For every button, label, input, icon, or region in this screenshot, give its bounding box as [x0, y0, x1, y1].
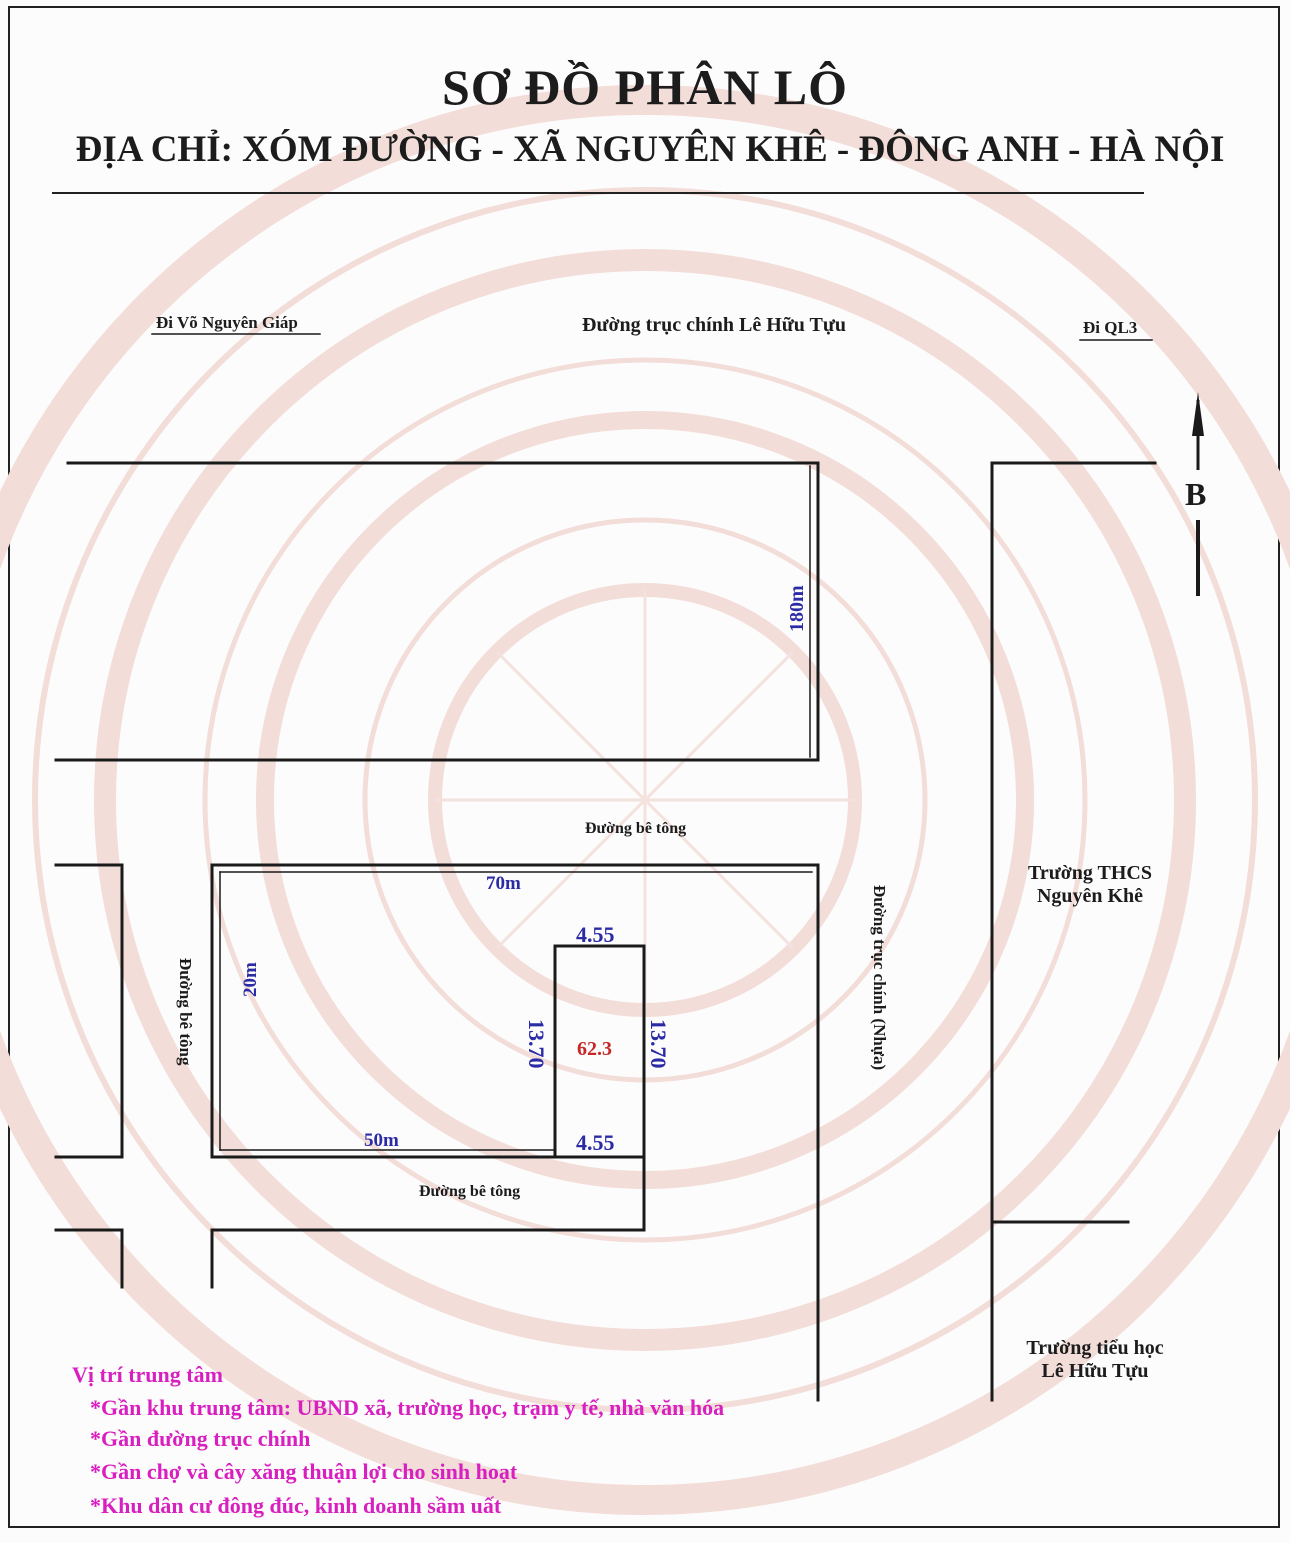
landmark-primary-school	[1010, 1337, 1180, 1383]
page-title: SƠ ĐỒ PHÂN LÔ	[441, 59, 849, 115]
dimension-50m: 50m	[364, 1130, 399, 1151]
header-rule	[52, 192, 1144, 194]
dimension-lot-front-bottom: 4.55	[576, 1130, 615, 1155]
dimension-lot-front-top: 4.55	[576, 922, 615, 947]
school-boundary	[992, 463, 1155, 1400]
lower-road-edge	[212, 1157, 644, 1287]
landmark-primary-line2: Lê Hữu Tựu	[1041, 1360, 1149, 1382]
main-block-left	[212, 865, 555, 1157]
road-label-ql3: Đi QL3	[1083, 318, 1138, 337]
dimension-lot-side-left: 13.70	[524, 1019, 549, 1069]
notes-item: *Khu dân cư đông đúc, kinh doanh sầm uất	[90, 1493, 502, 1518]
notes-heading: Vị trí trung tâm	[72, 1362, 223, 1387]
top-block-outline	[56, 463, 818, 760]
dimension-70m: 70m	[486, 873, 521, 894]
compass-north-label: B	[1185, 476, 1207, 512]
road-label-concrete-left: Đường bê tông	[176, 958, 195, 1066]
left-block-outline	[56, 865, 122, 1157]
dimension-lot-side-right: 13.70	[646, 1019, 671, 1069]
left-lower-block	[56, 1230, 122, 1287]
road-label-main-asphalt: Đường trục chính (Nhựa)	[870, 885, 889, 1071]
notes-item: *Gần khu trung tâm: UBND xã, trường học, trạm y tế, nhà văn hóa	[90, 1395, 725, 1420]
notes-item: *Gần chợ và cây xăng thuận lợi cho sinh hoạt	[90, 1459, 518, 1484]
road-label-concrete-bottom: Đường bê tông	[419, 1183, 521, 1200]
notes-item: *Gần đường trục chính	[90, 1426, 311, 1451]
landmark-thcs	[1010, 862, 1170, 908]
road-label-main: Đường trục chính Lê Hữu Tựu	[582, 314, 846, 336]
landmark-thcs-line2: Nguyên Khê	[1036, 885, 1144, 907]
dimension-20m: 20m	[240, 962, 261, 997]
dimension-180m: 180m	[786, 585, 808, 632]
road-label-concrete-middle: Đường bê tông	[585, 820, 687, 837]
road-label-vo-nguyen-giap: Đi Võ Nguyên Giáp	[156, 313, 298, 332]
address-line: ĐỊA CHỈ: XÓM ĐƯỜNG - XÃ NGUYÊN KHÊ - ĐÔNG ANH - HÀ NỘI	[75, 129, 1225, 170]
main-block-outline	[212, 865, 818, 1400]
lot-area: 62.3	[577, 1038, 612, 1060]
landmark-primary-line1: Trường tiểu học	[1026, 1337, 1164, 1359]
landmark-thcs-line1: Trường THCS	[1027, 862, 1153, 884]
